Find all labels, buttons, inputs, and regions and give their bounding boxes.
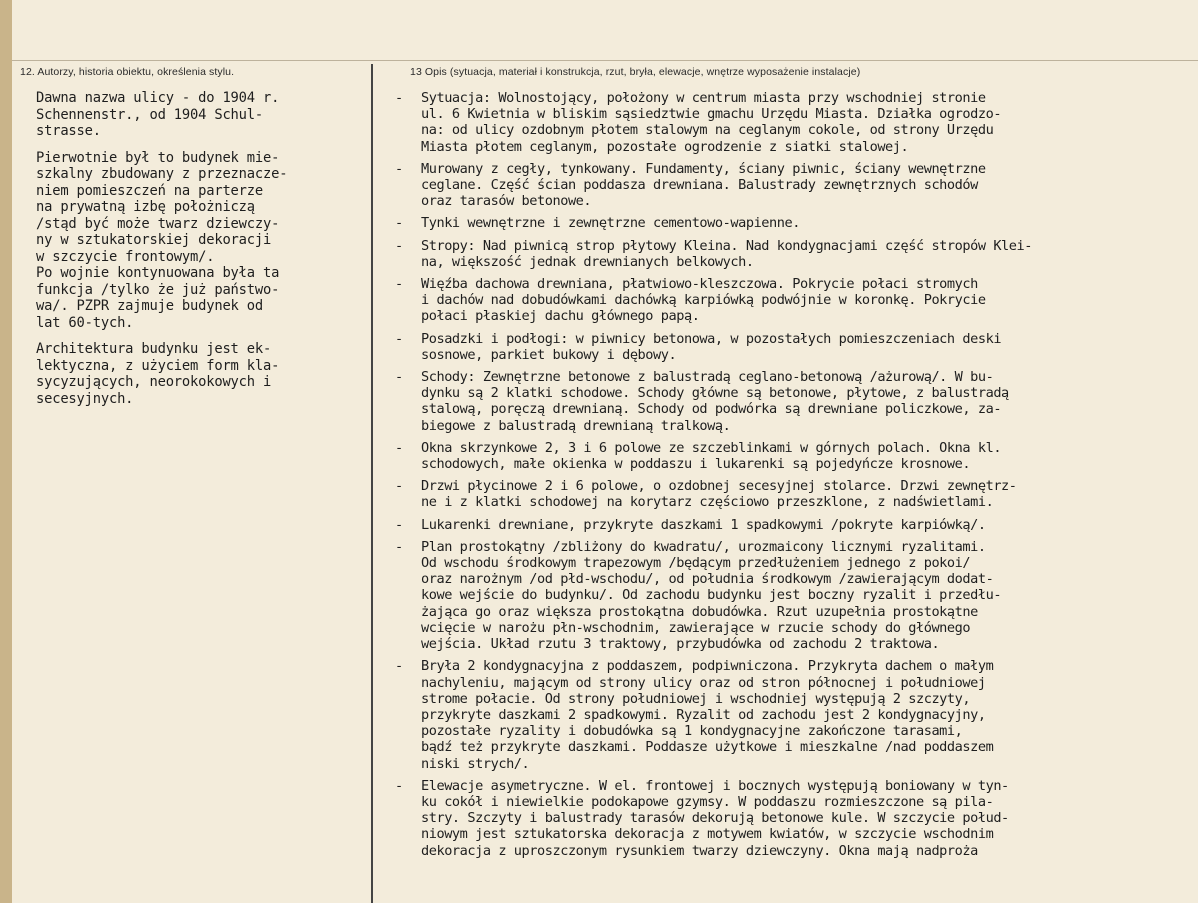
item-text: Okna skrzynkowe 2, 3 i 6 polowe ze szczeblinkami w górnych polach. Okna kl. schodowych, małe okienka w poddaszu i lukarenki są pojedyńcze krosnowe.	[421, 439, 1002, 473]
item-text: Schody: Zewnętrzne betonowe z balustradą ceglano-betonową /ażurową/. W bu- dynku są 2 klatki schodowe. Schody główne są betonowe, płytowe, z balustradą stalową, poręczą drewnianą. Schody od podwórka są drewniane policzkowe, za- biegowe z balustradą drewnianą tralkową.	[421, 369, 1009, 434]
dash-marker: -	[395, 439, 403, 456]
description-item-ceilings	[395, 238, 1195, 270]
description-item-massing	[395, 658, 1195, 771]
dash-marker: -	[395, 516, 403, 533]
description-item-dormers	[395, 517, 1195, 533]
left-column-header: 12. Autorzy, historia obiektu, określenia stylu.	[20, 66, 235, 78]
right-column-header: 13 Opis (sytuacja, materiał i konstrukcja, rzut, bryła, elewacje, wnętrze wyposażenie instalacje)	[410, 66, 861, 78]
description-item-elevations	[395, 778, 1195, 859]
item-text: Bryła 2 kondygnacyjna z poddaszem, podpiwniczona. Przykryta dachem o małym nachyleniu, mającym od strony ulicy oraz od stron północnej i południowej strome połacie. Od strony południowej i wschodniej występują 2 szczyty, przykryte daszkami 2 spadkowymi. Ryzalit od zachodu jest 2 kondygnacyjny, pozostałe ryzality i dobudówka są 1 kondygnacyjne zakończone tarasami, bądź też przykryte daszkami. Poddasze użytkowe i mieszkalne /nad poddaszem niski strych/.	[421, 658, 994, 772]
top-rule	[12, 60, 1198, 61]
item-text: Sytuacja: Wolnostojący, położony w centrum miasta przy wschodniej stronie ul. 6 Kwietnia w bliskim sąsiedztwie gmachu Urzędu Miasta. Działka ogrodzo- na: od ulicy ozdobnym płotem stalowym na ceglanym cokole, od strony Urzędu Miasta płotem ceglanym, pozostałe ogrodzenie z siatki stalowej.	[421, 90, 1002, 155]
description-item-masonry	[395, 161, 1195, 210]
description-item-plan	[395, 539, 1195, 652]
item-text: Elewacje asymetryczne. W el. frontowej i bocznych występują boniowany w tyn- ku cokół i niewielkie podokapowe gzymsy. W poddaszu rozmieszczone są pila- stry. Szczyty i balustrady tarasów dekorują betonowe kule. W szczycie połud- niowym jest sztukatorska dekoracja z motywem kwiatów, w szczycie wschodnim dekoracja z uproszczonym rysunkiem twarzy dziewczyny. Okna mają nadproża	[421, 777, 1009, 859]
description-item-floors	[395, 331, 1195, 363]
item-text: Drzwi płycinowe 2 i 6 polowe, o ozdobnej secesyjnej stolarce. Drzwi zewnętrz- ne i z klatki schodowej na korytarz częściowo przeszklone, z nadświetlami.	[421, 478, 1017, 511]
dash-marker: -	[395, 90, 403, 106]
description-item-situation	[395, 90, 1195, 155]
dash-marker: -	[395, 160, 403, 177]
dash-marker: -	[395, 478, 403, 495]
description-item-roof-truss	[395, 276, 1195, 325]
item-text: Plan prostokątny /zbliżony do kwadratu/, urozmaicony licznymi ryzalitami. Od wschodu środkowym trapezowym /będącym przedłużeniem jednego z pokoi/ oraz narożnym /od płd-wschodu/, od południa środkowym /zawierającym dodat- kowe wejście do budynku/. Od zachodu budynku jest boczny ryzalit i przedłu- żająca go oraz większa prostokątna dobudówka. Rzut uzupełnia prostokątne wcięcie w narożu płn-wschodnim, zawierające w rzucie schody do głównego wejścia. Układ rzutu 3 traktowy, przybudówka od zachodu 2 traktowa.	[421, 538, 1002, 653]
left-column	[36, 90, 366, 417]
dash-marker: -	[395, 777, 403, 794]
item-text: Więźba dachowa drewniana, płatwiowo-kleszczowa. Pokrycie połaci stromych i dachów nad dobudówkami dachówką karpiówką podwójnie w koronkę. Pokrycie połaci płaskiej dachu głównego papą.	[421, 276, 986, 325]
dash-marker: -	[395, 237, 403, 254]
item-text: Tynki wewnętrzne i zewnętrzne cementowo-wapienne.	[421, 215, 800, 232]
dash-marker: -	[395, 330, 403, 347]
item-text: Stropy: Nad piwnicą strop płytowy Kleina. Nad kondygnacjami część stropów Klei- na, większość jednak drewnianych belkowych.	[421, 237, 1032, 270]
description-item-plaster	[395, 215, 1195, 231]
description-item-stairs	[395, 369, 1195, 434]
left-paragraph-street-name: Dawna nazwa ulicy - do 1904 r. Schennenstr., od 1904 Schul- strasse.	[36, 90, 280, 139]
item-text: Lukarenki drewniane, przykryte daszkami 1 spadkowymi /pokryte karpiówką/.	[421, 516, 986, 533]
dash-marker: -	[395, 276, 403, 293]
dash-marker: -	[395, 658, 403, 675]
right-column	[395, 90, 1195, 865]
description-item-windows	[395, 440, 1195, 472]
description-item-doors	[395, 478, 1195, 510]
dash-marker: -	[395, 215, 403, 232]
item-text: Posadzki i podłogi: w piwnicy betonowa, w pozostałych pomieszczeniach deski sosnowe, parkiet bukowy i dębowy.	[421, 330, 1002, 363]
left-paragraph-history: Pierwotnie był to budynek mie- szkalny zbudowany z przeznacze- niem pomieszczeń na parterze na prywatną izbę położniczą /stąd być może twarz dziewczy- ny w sztukatorskiej dekoracji w szczycie frontowym/. Po wojnie kontynuowana była ta funkcja /tylko że już państwo- wa/. PZPR zajmuje budynek od lat 60-tych.	[36, 149, 288, 331]
column-divider	[371, 64, 373, 903]
left-paragraph-style: Architektura budynku jest ek- lektyczna, z użyciem form kla- sycyzujących, neorokokowych i secesyjnych.	[36, 341, 280, 407]
dash-marker: -	[395, 369, 403, 386]
item-text: Murowany z cegły, tynkowany. Fundamenty, ściany piwnic, ściany wewnętrzne ceglane. Część ścian poddasza drewniana. Balustrady zewnętrznych schodów oraz tarasów betonowe.	[421, 160, 986, 210]
dash-marker: -	[395, 538, 403, 555]
document-sheet	[12, 0, 1198, 903]
